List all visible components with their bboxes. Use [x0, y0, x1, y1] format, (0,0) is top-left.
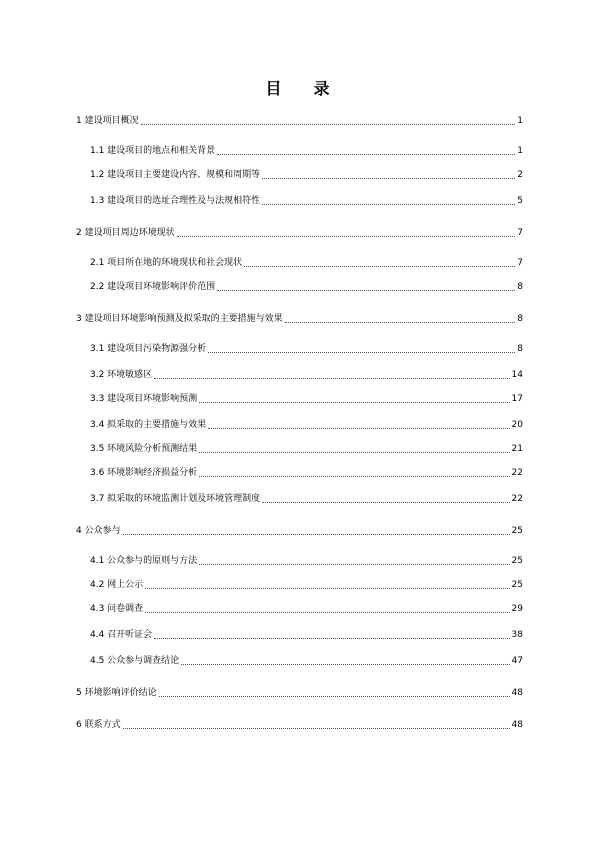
toc-leader-dots — [217, 290, 515, 291]
toc-entry-title: 2 建设项目周边环境现状 — [76, 228, 175, 238]
toc-entry-page: 48 — [511, 720, 523, 730]
toc-entry-title: 3.3 建设项目环境影响预测 — [90, 394, 198, 404]
toc-leader-dots — [145, 588, 509, 589]
toc-entry-page: 8 — [517, 344, 523, 354]
toc-entry[interactable] — [90, 494, 523, 505]
toc-leader-dots — [181, 664, 509, 665]
toc-entry-title: 5 环境影响评价结论 — [76, 688, 157, 698]
toc-entry[interactable] — [76, 314, 523, 325]
title-char-1: 目 — [265, 79, 282, 98]
toc-entry[interactable] — [90, 630, 523, 641]
toc-entry[interactable] — [90, 580, 523, 591]
toc-entry-page: 48 — [511, 688, 523, 698]
toc-entry-page: 1 — [517, 116, 523, 126]
toc-entry-title: 6 联系方式 — [76, 720, 121, 730]
toc-entry-page: 20 — [511, 420, 523, 430]
toc-leader-dots — [199, 402, 509, 403]
toc-leader-dots — [262, 178, 515, 179]
toc-leader-dots — [262, 502, 509, 503]
toc-entry-title: 1 建设项目概况 — [76, 116, 139, 126]
toc-entry-title: 4.1 公众参与的原则与方法 — [90, 556, 198, 566]
toc-entry[interactable] — [76, 116, 523, 127]
toc-leader-dots — [123, 534, 510, 535]
toc-entry-title: 3.1 建设项目污染物源强分析 — [90, 344, 207, 354]
toc-entry-page: 29 — [511, 604, 523, 614]
toc-entry-page: 8 — [517, 314, 523, 324]
toc-entry[interactable] — [76, 688, 523, 699]
toc-entry[interactable] — [90, 170, 523, 181]
toc-entry[interactable] — [90, 556, 523, 567]
toc-leader-dots — [123, 728, 510, 729]
toc-entry-title: 3 建设项目环境影响预测及拟采取的主要措施与效果 — [76, 314, 283, 324]
toc-entry-title: 3.4 拟采取的主要措施与效果 — [90, 420, 207, 430]
toc-leader-dots — [177, 236, 516, 237]
toc-entry-page: 14 — [511, 370, 523, 380]
toc-entry[interactable] — [90, 258, 523, 269]
title-char-2: 录 — [313, 79, 330, 98]
toc-entry-page: 8 — [517, 282, 523, 292]
toc-entry-title: 4 公众参与 — [76, 526, 121, 536]
toc-entry[interactable] — [76, 720, 523, 731]
toc-entry[interactable] — [76, 228, 523, 239]
toc-entry-title: 1.3 建设项目的选址合理性及与法规相符性 — [90, 196, 261, 206]
toc-entry[interactable] — [90, 394, 523, 405]
toc-entry[interactable] — [90, 604, 523, 615]
toc-entry-title: 1.1 建设项目的地点和相关背景 — [90, 146, 216, 156]
toc-leader-dots — [208, 352, 515, 353]
toc-entry-title: 3.2 环境敏感区 — [90, 370, 153, 380]
toc-entry-title: 1.2 建设项目主要建设内容、规模和周期等 — [90, 170, 261, 180]
toc-entry-page: 22 — [511, 494, 523, 504]
toc-leader-dots — [285, 322, 516, 323]
toc-entry-page: 47 — [511, 656, 523, 666]
toc-leader-dots — [199, 476, 509, 477]
toc-entry[interactable] — [90, 420, 523, 431]
toc-leader-dots — [217, 154, 515, 155]
toc-entry[interactable] — [90, 656, 523, 667]
toc-entry[interactable] — [90, 468, 523, 479]
toc-entry-title: 3.6 环境影响经济损益分析 — [90, 468, 198, 478]
toc-entry-title: 3.7 拟采取的环境监测计划及环境管理制度 — [90, 494, 261, 504]
toc-entry-title: 4.5 公众参与调查结论 — [90, 656, 180, 666]
toc-leader-dots — [154, 378, 509, 379]
toc-leader-dots — [208, 428, 509, 429]
toc-entry[interactable] — [90, 196, 523, 207]
toc-entry[interactable] — [90, 344, 523, 355]
toc-leader-dots — [145, 612, 509, 613]
toc-entry-title: 4.3 问卷调查 — [90, 604, 144, 614]
toc-entry-page: 21 — [511, 444, 523, 454]
toc-entry-title: 3.5 环境风险分析预测结果 — [90, 444, 198, 454]
toc-entry[interactable] — [90, 444, 523, 455]
toc-entry[interactable] — [90, 282, 523, 293]
toc-entry-title: 4.4 召开听证会 — [90, 630, 153, 640]
toc-entry-page: 38 — [511, 630, 523, 640]
toc-entry-page: 7 — [517, 258, 523, 268]
toc-entry-page: 5 — [517, 196, 523, 206]
toc-entry[interactable] — [76, 526, 523, 537]
page-title — [0, 76, 595, 99]
toc-entry-page: 1 — [517, 146, 523, 156]
toc-entry-title: 2.1 项目所在地的环境现状和社会现状 — [90, 258, 243, 268]
toc-entry-title: 4.2 网上公示 — [90, 580, 144, 590]
toc-entry-page: 17 — [511, 394, 523, 404]
toc-entry-page: 25 — [511, 526, 523, 536]
toc-leader-dots — [199, 452, 509, 453]
toc-entry-page: 22 — [511, 468, 523, 478]
toc-entry-title: 2.2 建设项目环境影响评价范围 — [90, 282, 216, 292]
toc-leader-dots — [159, 696, 510, 697]
toc-entry-page: 7 — [517, 228, 523, 238]
toc-leader-dots — [199, 564, 509, 565]
toc-leader-dots — [154, 638, 509, 639]
toc-leader-dots — [262, 204, 515, 205]
toc-entry-page: 2 — [517, 170, 523, 180]
toc-entry-page: 25 — [511, 556, 523, 566]
toc-entry[interactable] — [90, 146, 523, 157]
toc-entry-page: 25 — [511, 580, 523, 590]
toc-leader-dots — [244, 266, 515, 267]
toc-entry[interactable] — [90, 370, 523, 381]
toc-leader-dots — [141, 124, 516, 125]
